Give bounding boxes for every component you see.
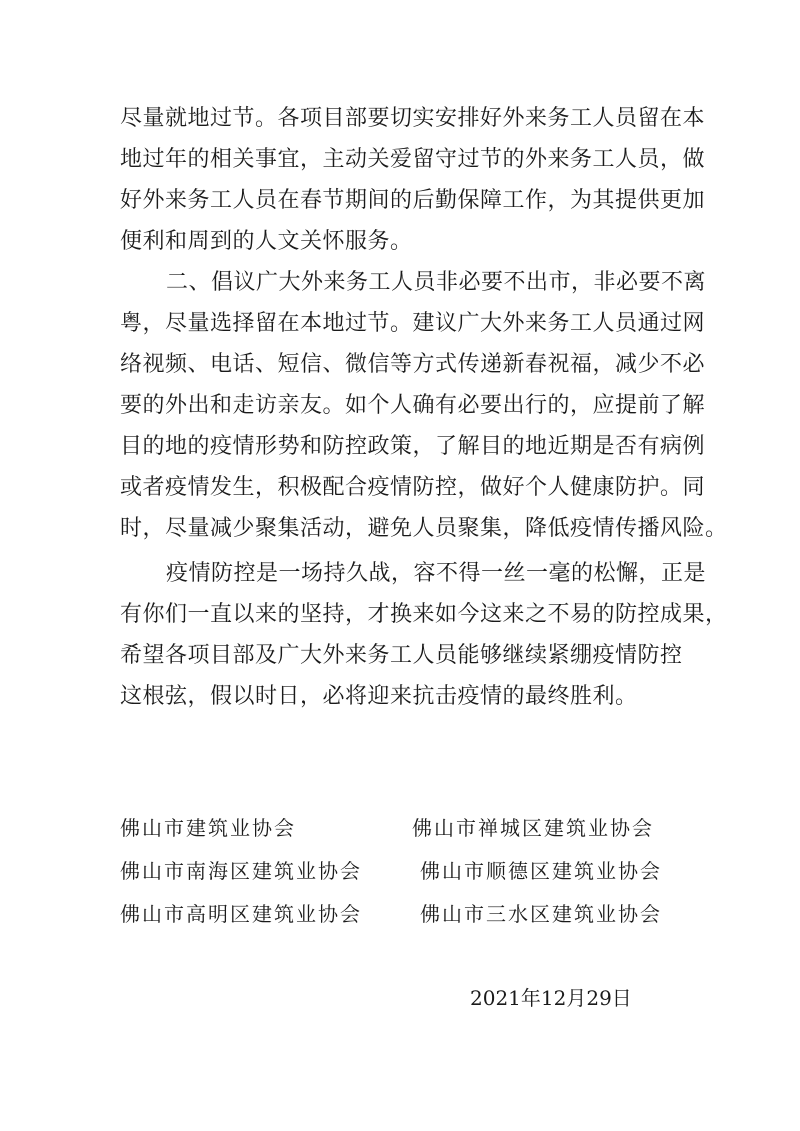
signatory-chancheng: 佛山市禅城区建筑业协会 bbox=[412, 816, 654, 840]
paragraph-line: 尽量就地过节。各项目部要切实安排好外来务工人员留在本 bbox=[120, 106, 706, 131]
document-date: 2021年12月29日 bbox=[470, 986, 632, 1010]
signatory-gaoming: 佛山市高明区建筑业协会 bbox=[120, 902, 362, 926]
signatory-sanshui: 佛山市三水区建筑业协会 bbox=[420, 902, 662, 926]
paragraph-line: 便利和周到的人文关怀服务。 bbox=[120, 229, 413, 254]
paragraph-line: 地过年的相关事宜，主动关爱留守过节的外来务工人员，做 bbox=[120, 147, 706, 172]
signatory-foshan: 佛山市建筑业协会 bbox=[120, 816, 296, 840]
paragraph-line: 有你们一直以来的坚持，才换来如今这来之不易的防控成果， bbox=[120, 602, 728, 627]
paragraph-line: 或者疫情发生，积极配合疫情防控，做好个人健康防护。同 bbox=[120, 475, 706, 500]
paragraph-line: 粤，尽量选择留在本地过节。建议广大外来务工人员通过网 bbox=[120, 311, 706, 336]
paragraph-line: 希望各项目部及广大外来务工人员能够继续紧绷疫情防控 bbox=[120, 643, 683, 668]
paragraph-line: 时，尽量减少聚集活动，避免人员聚集，降低疫情传播风险。 bbox=[120, 516, 728, 541]
paragraph-line: 二、倡议广大外来务工人员非必要不出市，非必要不离 bbox=[166, 270, 707, 295]
paragraph-line: 目的地的疫情形势和防控政策，了解目的地近期是否有病例 bbox=[120, 434, 706, 459]
signatory-shunde: 佛山市顺德区建筑业协会 bbox=[420, 859, 662, 883]
paragraph-line: 好外来务工人员在春节期间的后勤保障工作，为其提供更加 bbox=[120, 188, 706, 213]
paragraph-line: 疫情防控是一场持久战，容不得一丝一毫的松懈，正是 bbox=[166, 561, 707, 586]
paragraph-line: 要的外出和走访亲友。如个人确有必要出行的，应提前了解 bbox=[120, 393, 706, 418]
paragraph-line: 络视频、电话、短信、微信等方式传递新春祝福，减少不必 bbox=[120, 352, 706, 377]
paragraph-line: 这根弦，假以时日，必将迎来抗击疫情的最终胜利。 bbox=[120, 684, 638, 709]
signatory-nanhai: 佛山市南海区建筑业协会 bbox=[120, 859, 362, 883]
